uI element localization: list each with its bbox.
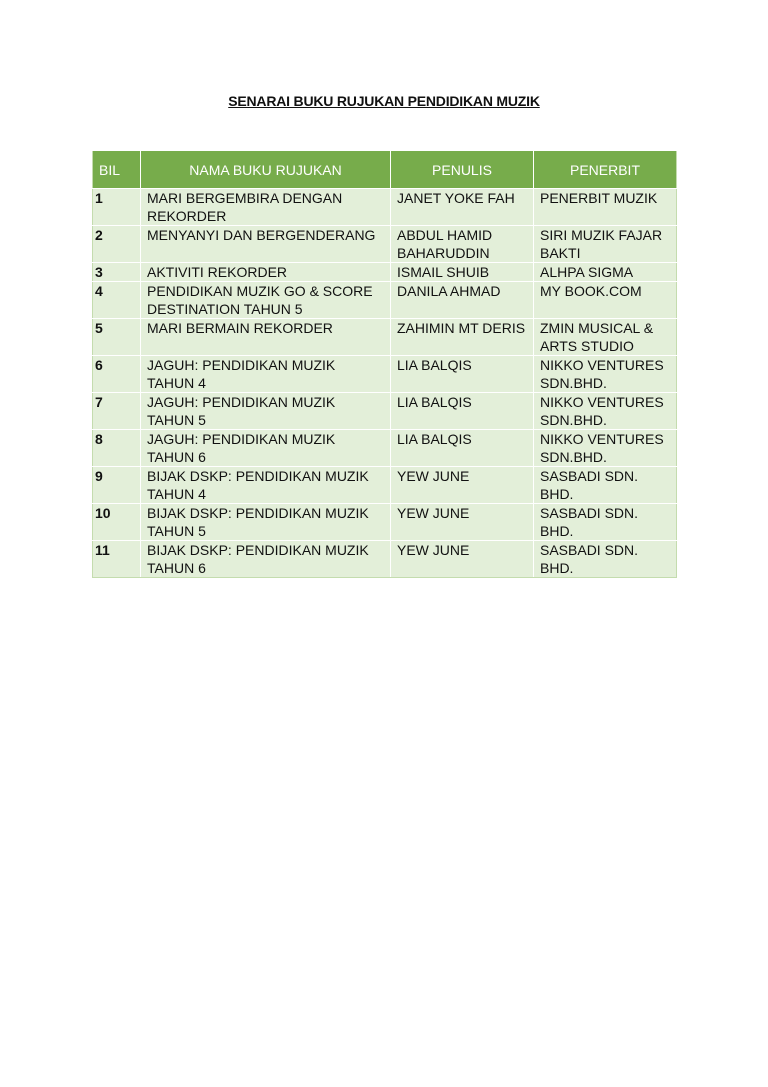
cell-bil: 5 (93, 319, 141, 356)
cell-bil: 10 (93, 504, 141, 541)
cell-bil: 6 (93, 356, 141, 393)
cell-bil: 3 (93, 263, 141, 282)
cell-nama-buku: AKTIVITI REKORDER (141, 263, 391, 282)
cell-penerbit: SIRI MUZIK FAJAR BAKTI (534, 226, 677, 263)
cell-penulis: YEW JUNE (391, 541, 534, 578)
cell-nama-buku: MENYANYI DAN BERGENDERANG (141, 226, 391, 263)
cell-penulis: LIA BALQIS (391, 393, 534, 430)
table-row (93, 504, 677, 541)
header-penerbit: PENERBIT (534, 151, 677, 189)
reference-book-table (92, 151, 677, 578)
cell-penulis: LIA BALQIS (391, 356, 534, 393)
cell-penulis: LIA BALQIS (391, 430, 534, 467)
header-penulis: PENULIS (391, 151, 534, 189)
cell-nama-buku: BIJAK DSKP: PENDIDIKAN MUZIK TAHUN 5 (141, 504, 391, 541)
cell-penerbit: NIKKO VENTURES SDN.BHD. (534, 356, 677, 393)
table-row (93, 226, 677, 263)
cell-bil: 4 (93, 282, 141, 319)
cell-nama-buku: JAGUH: PENDIDIKAN MUZIK TAHUN 6 (141, 430, 391, 467)
cell-nama-buku: JAGUH: PENDIDIKAN MUZIK TAHUN 5 (141, 393, 391, 430)
cell-penulis: ISMAIL SHUIB (391, 263, 534, 282)
cell-penulis: JANET YOKE FAH (391, 189, 534, 226)
cell-penerbit: ALHPA SIGMA (534, 263, 677, 282)
table-row (93, 282, 677, 319)
table-row (93, 356, 677, 393)
table-row (93, 430, 677, 467)
table-header-row (93, 151, 677, 189)
cell-nama-buku: PENDIDIKAN MUZIK GO & SCORE DESTINATION TAHUN 5 (141, 282, 391, 319)
cell-penerbit: PENERBIT MUZIK (534, 189, 677, 226)
cell-bil: 1 (93, 189, 141, 226)
cell-penulis: YEW JUNE (391, 467, 534, 504)
table-row (93, 189, 677, 226)
header-bil: BIL (93, 151, 141, 189)
cell-penerbit: SASBADI SDN. BHD. (534, 504, 677, 541)
table-row (93, 319, 677, 356)
cell-nama-buku: MARI BERGEMBIRA DENGAN REKORDER (141, 189, 391, 226)
cell-nama-buku: JAGUH: PENDIDIKAN MUZIK TAHUN 4 (141, 356, 391, 393)
table-row (93, 393, 677, 430)
cell-penulis: YEW JUNE (391, 504, 534, 541)
cell-bil: 9 (93, 467, 141, 504)
cell-penerbit: NIKKO VENTURES SDN.BHD. (534, 393, 677, 430)
cell-penerbit: NIKKO VENTURES SDN.BHD. (534, 430, 677, 467)
document-title: SENARAI BUKU RUJUKAN PENDIDIKAN MUZIK (228, 93, 540, 109)
cell-bil: 11 (93, 541, 141, 578)
cell-penerbit: SASBADI SDN. BHD. (534, 467, 677, 504)
cell-penulis: ZAHIMIN MT DERIS (391, 319, 534, 356)
cell-nama-buku: MARI BERMAIN REKORDER (141, 319, 391, 356)
header-nama-buku: NAMA BUKU RUJUKAN (141, 151, 391, 189)
cell-nama-buku: BIJAK DSKP: PENDIDIKAN MUZIK TAHUN 4 (141, 467, 391, 504)
table-row (93, 263, 677, 282)
cell-nama-buku: BIJAK DSKP: PENDIDIKAN MUZIK TAHUN 6 (141, 541, 391, 578)
table-row (93, 467, 677, 504)
table-row (93, 541, 677, 578)
cell-penerbit: SASBADI SDN. BHD. (534, 541, 677, 578)
cell-penerbit: MY BOOK.COM (534, 282, 677, 319)
cell-penerbit: ZMIN MUSICAL & ARTS STUDIO (534, 319, 677, 356)
cell-bil: 2 (93, 226, 141, 263)
cell-bil: 8 (93, 430, 141, 467)
cell-penulis: DANILA AHMAD (391, 282, 534, 319)
cell-bil: 7 (93, 393, 141, 430)
cell-penulis: ABDUL HAMID BAHARUDDIN (391, 226, 534, 263)
